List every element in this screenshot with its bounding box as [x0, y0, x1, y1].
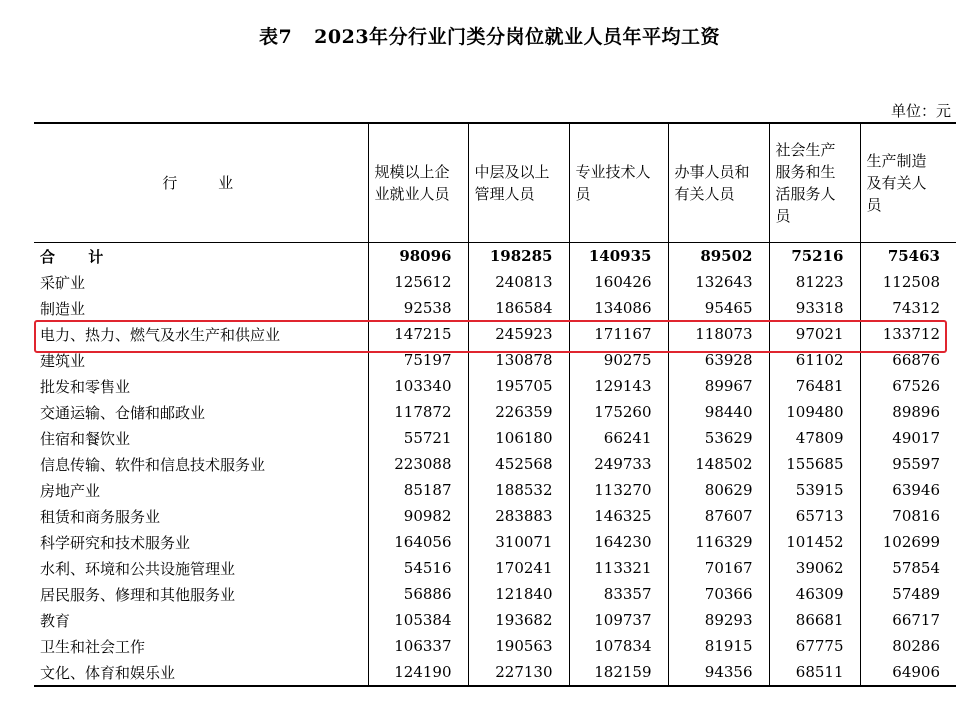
table-title: [0, 22, 979, 49]
wage-cell: 112508: [860, 269, 956, 295]
wage-cell: 81915: [668, 633, 769, 659]
header-col4: 办事人员和 有关人员: [668, 123, 769, 243]
wage-cell: 240813: [468, 269, 569, 295]
wage-cell: 164056: [368, 529, 468, 555]
header-row: [34, 123, 956, 243]
wage-cell: 171167: [569, 321, 668, 347]
wage-cell: 63928: [668, 347, 769, 373]
industry-name: 制造业: [40, 299, 86, 318]
wage-cell: 452568: [468, 451, 569, 477]
wage-cell: 155685: [769, 451, 860, 477]
wage-cell: 57489: [860, 581, 956, 607]
wage-cell: 125612: [368, 269, 468, 295]
wage-cell: 116329: [668, 529, 769, 555]
table-row: [34, 451, 956, 477]
wage-cell: 147215: [368, 321, 468, 347]
wage-cell: 47809: [769, 425, 860, 451]
wage-cell: 95597: [860, 451, 956, 477]
wage-cell: 70366: [668, 581, 769, 607]
industry-name: 水利、环境和公共设施管理业: [40, 559, 236, 578]
wage-cell: 190563: [468, 633, 569, 659]
wage-cell: 226359: [468, 399, 569, 425]
wage-cell: 134086: [569, 295, 668, 321]
wage-cell: 109737: [569, 607, 668, 633]
wage-cell: 227130: [468, 659, 569, 686]
wage-cell: 188532: [468, 477, 569, 503]
wage-cell: 140935: [569, 243, 668, 270]
wage-cell: 85187: [368, 477, 468, 503]
wage-cell: 132643: [668, 269, 769, 295]
wage-cell: 98440: [668, 399, 769, 425]
wage-cell: 245923: [468, 321, 569, 347]
wage-table: [34, 122, 956, 687]
wage-cell: 55721: [368, 425, 468, 451]
wage-cell: 182159: [569, 659, 668, 686]
wage-cell: 164230: [569, 529, 668, 555]
wage-cell: 175260: [569, 399, 668, 425]
wage-cell: 57854: [860, 555, 956, 581]
table-number: 表7: [258, 26, 293, 48]
wage-cell: 53915: [769, 477, 860, 503]
wage-cell: 113270: [569, 477, 668, 503]
table-row: [34, 425, 956, 451]
table-row: [34, 581, 956, 607]
wage-cell: 39062: [769, 555, 860, 581]
industry-name: 批发和零售业: [40, 377, 131, 396]
wage-cell: 75216: [769, 243, 860, 270]
industry-name: 居民服务、修理和其他服务业: [40, 585, 236, 604]
wage-cell: 67526: [860, 373, 956, 399]
wage-cell: 160426: [569, 269, 668, 295]
industry-name: 卫生和社会工作: [40, 637, 146, 656]
wage-cell: 80629: [668, 477, 769, 503]
header-col6: 生产制造 及有关人 员: [860, 123, 956, 243]
wage-cell: 198285: [468, 243, 569, 270]
wage-cell: 94356: [668, 659, 769, 686]
wage-cell: 101452: [769, 529, 860, 555]
wage-cell: 49017: [860, 425, 956, 451]
industry-name: 文化、体育和娱乐业: [34, 659, 368, 686]
header-industry: 行 业: [34, 123, 368, 243]
table-row: [34, 659, 956, 686]
wage-cell: 46309: [769, 581, 860, 607]
wage-cell: 118073: [668, 321, 769, 347]
wage-cell: 193682: [468, 607, 569, 633]
table-body: [34, 243, 956, 687]
wage-cell: 103340: [368, 373, 468, 399]
wage-cell: 56886: [368, 581, 468, 607]
industry-name: 租赁和商务服务业: [40, 507, 161, 526]
total-row: [34, 243, 956, 270]
header-col3: 专业技术人 员: [569, 123, 668, 243]
industry-name: 科学研究和技术服务业: [40, 533, 191, 552]
table-row: [34, 321, 956, 347]
table-row: [34, 347, 956, 373]
industry-name: 信息传输、软件和信息技术服务业: [40, 455, 266, 474]
wage-cell: 89502: [668, 243, 769, 270]
wage-cell: 283883: [468, 503, 569, 529]
wage-cell: 106180: [468, 425, 569, 451]
table-header: [34, 123, 956, 243]
wage-cell: 121840: [468, 581, 569, 607]
wage-cell: 54516: [368, 555, 468, 581]
header-col5: 社会生产 服务和生 活服务人 员: [769, 123, 860, 243]
wage-cell: 124190: [368, 659, 468, 686]
unit-label: 单位：元: [890, 102, 951, 120]
wage-cell: 98096: [368, 243, 468, 270]
table-caption: 2023年分行业门类分岗位就业人员年平均工资: [314, 26, 721, 48]
wage-cell: 148502: [668, 451, 769, 477]
wage-cell: 63946: [860, 477, 956, 503]
wage-cell: 105384: [368, 607, 468, 633]
wage-cell: 249733: [569, 451, 668, 477]
wage-cell: 61102: [769, 347, 860, 373]
wage-cell: 75197: [368, 347, 468, 373]
table-row: [34, 269, 956, 295]
table-row: [34, 477, 956, 503]
wage-cell: 89967: [668, 373, 769, 399]
wage-cell: 223088: [368, 451, 468, 477]
wage-cell: 129143: [569, 373, 668, 399]
wage-cell: 65713: [769, 503, 860, 529]
industry-name: 房地产业: [40, 481, 101, 500]
wage-cell: 113321: [569, 555, 668, 581]
wage-cell: 146325: [569, 503, 668, 529]
wage-cell: 117872: [368, 399, 468, 425]
wage-cell: 87607: [668, 503, 769, 529]
wage-cell: 109480: [769, 399, 860, 425]
wage-cell: 95465: [668, 295, 769, 321]
header-col2: 中层及以上 管理人员: [468, 123, 569, 243]
wage-cell: 66717: [860, 607, 956, 633]
industry-name: 交通运输、仓储和邮政业: [40, 403, 206, 422]
wage-cell: 170241: [468, 555, 569, 581]
wage-cell: 83357: [569, 581, 668, 607]
table-row: [34, 529, 956, 555]
industry-name: 电力、热力、燃气及水生产和供应业: [40, 325, 281, 344]
wage-cell: 186584: [468, 295, 569, 321]
table-row: [34, 633, 956, 659]
wage-cell: 310071: [468, 529, 569, 555]
table-row: [34, 503, 956, 529]
wage-cell: 66241: [569, 425, 668, 451]
wage-cell: 67775: [769, 633, 860, 659]
wage-cell: 74312: [860, 295, 956, 321]
industry-name: 采矿业: [40, 273, 86, 292]
wage-cell: 133712: [860, 321, 956, 347]
table-row: [34, 373, 956, 399]
wage-cell: 86681: [769, 607, 860, 633]
industry-name: 教育: [40, 611, 71, 630]
wage-cell: 195705: [468, 373, 569, 399]
wage-cell: 106337: [368, 633, 468, 659]
wage-cell: 102699: [860, 529, 956, 555]
wage-cell: 53629: [668, 425, 769, 451]
wage-cell: 70816: [860, 503, 956, 529]
wage-cell: 76481: [769, 373, 860, 399]
wage-cell: 68511: [769, 659, 860, 686]
wage-cell: 70167: [668, 555, 769, 581]
wage-cell: 75463: [860, 243, 956, 270]
wage-cell: 80286: [860, 633, 956, 659]
wage-cell: 81223: [769, 269, 860, 295]
industry-name: 建筑业: [40, 351, 86, 370]
wage-cell: 64906: [860, 659, 956, 686]
industry-name: 合 计: [40, 247, 118, 266]
table-row: [34, 295, 956, 321]
table-row: [34, 555, 956, 581]
table-row: [34, 607, 956, 633]
wage-cell: 66876: [860, 347, 956, 373]
wage-cell: 97021: [769, 321, 860, 347]
header-col1: 规模以上企 业就业人员: [368, 123, 468, 243]
wage-cell: 107834: [569, 633, 668, 659]
industry-name: 住宿和餐饮业: [40, 429, 131, 448]
wage-cell: 92538: [368, 295, 468, 321]
wage-cell: 130878: [468, 347, 569, 373]
wage-cell: 89293: [668, 607, 769, 633]
wage-cell: 93318: [769, 295, 860, 321]
wage-cell: 90275: [569, 347, 668, 373]
table-row: [34, 399, 956, 425]
wage-cell: 90982: [368, 503, 468, 529]
wage-cell: 89896: [860, 399, 956, 425]
